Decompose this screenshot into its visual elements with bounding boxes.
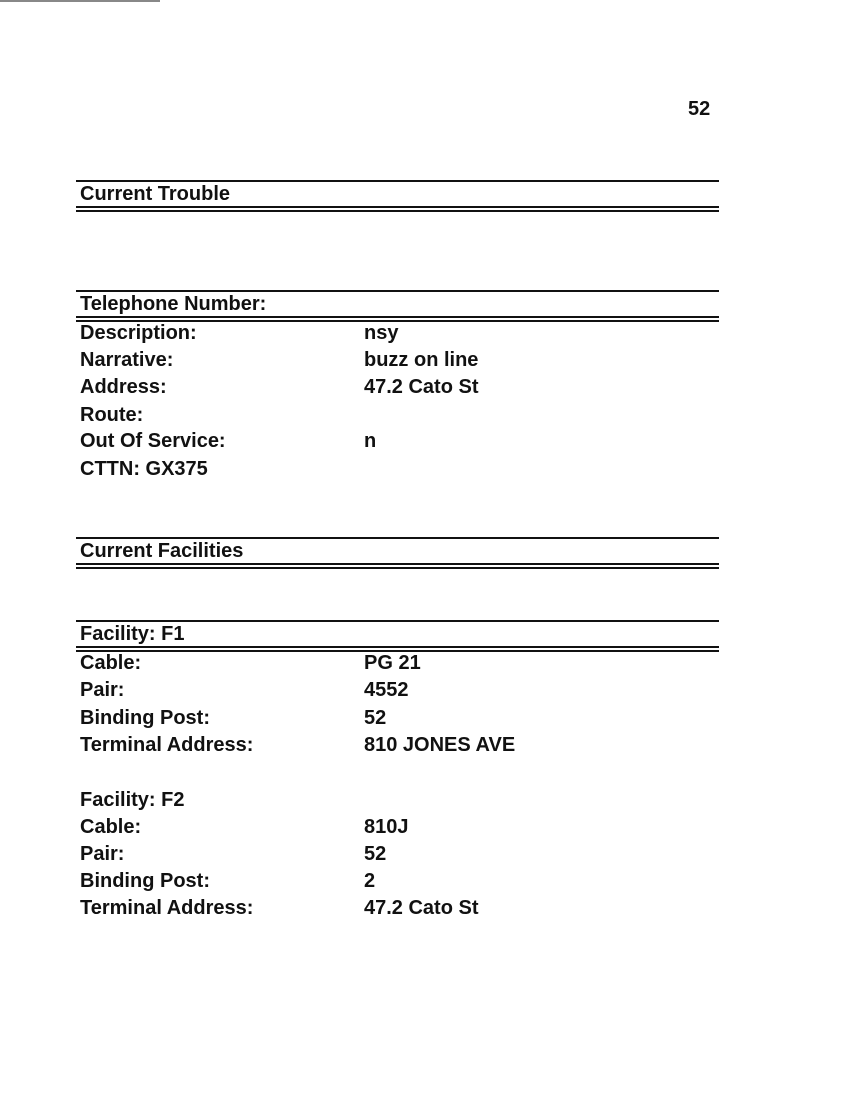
field-label: Address:: [80, 376, 167, 398]
telephone-row-description: [80, 320, 720, 346]
field-value: 52: [364, 707, 387, 729]
field-label: Cable:: [80, 816, 142, 838]
current-trouble-heading: Current Trouble: [76, 180, 719, 204]
telephone-row-out-of-service: [80, 428, 720, 454]
field-label: Terminal Address:: [80, 897, 254, 919]
f2-row-pair: [80, 841, 720, 867]
field-label: Pair:: [80, 679, 125, 701]
field-label: Cable:: [80, 652, 142, 674]
field-value: buzz on line: [364, 349, 479, 371]
f2-row-binding-post: [80, 868, 720, 894]
field-label: Description:: [80, 322, 197, 344]
field-value: 47.2 Cato St: [364, 376, 479, 398]
field-label: Route:: [80, 404, 144, 426]
telephone-number-heading: Telephone Number:: [76, 290, 719, 314]
field-label: Binding Post:: [80, 707, 210, 729]
scan-edge-mark: [0, 0, 160, 2]
f1-row-cable: [80, 650, 720, 676]
field-label: Binding Post:: [80, 870, 210, 892]
telephone-row-route: [80, 402, 720, 428]
f1-row-terminal-address: [80, 732, 720, 758]
f1-row-pair: [80, 677, 720, 703]
field-value: n: [364, 430, 377, 452]
field-value: 4552: [364, 679, 409, 701]
page-number: 52: [688, 98, 711, 120]
f1-row-binding-post: [80, 705, 720, 731]
field-label: CTTN: GX375: [80, 458, 208, 480]
f2-row-terminal-address: [80, 895, 720, 921]
field-value: 810 JONES AVE: [364, 734, 516, 756]
field-value: 2: [364, 870, 376, 892]
field-value: 810J: [364, 816, 409, 838]
field-label: Narrative:: [80, 349, 174, 371]
field-label: Out Of Service:: [80, 430, 226, 452]
field-value: 52: [364, 843, 387, 865]
field-value: PG 21: [364, 652, 421, 674]
current-facilities-heading: Current Facilities: [76, 537, 719, 561]
facility-f1-heading: Facility: F1: [76, 620, 719, 644]
telephone-row-narrative: [80, 347, 720, 373]
field-label: Terminal Address:: [80, 734, 254, 756]
field-label: Pair:: [80, 843, 125, 865]
field-value: nsy: [364, 322, 399, 344]
facility-f2-heading: [80, 787, 720, 813]
telephone-row-address: [80, 374, 720, 400]
field-value: 47.2 Cato St: [364, 897, 479, 919]
telephone-row-cttn: [80, 456, 720, 482]
f2-row-cable: [80, 814, 720, 840]
facility-f2-title: Facility: F2: [80, 789, 185, 811]
